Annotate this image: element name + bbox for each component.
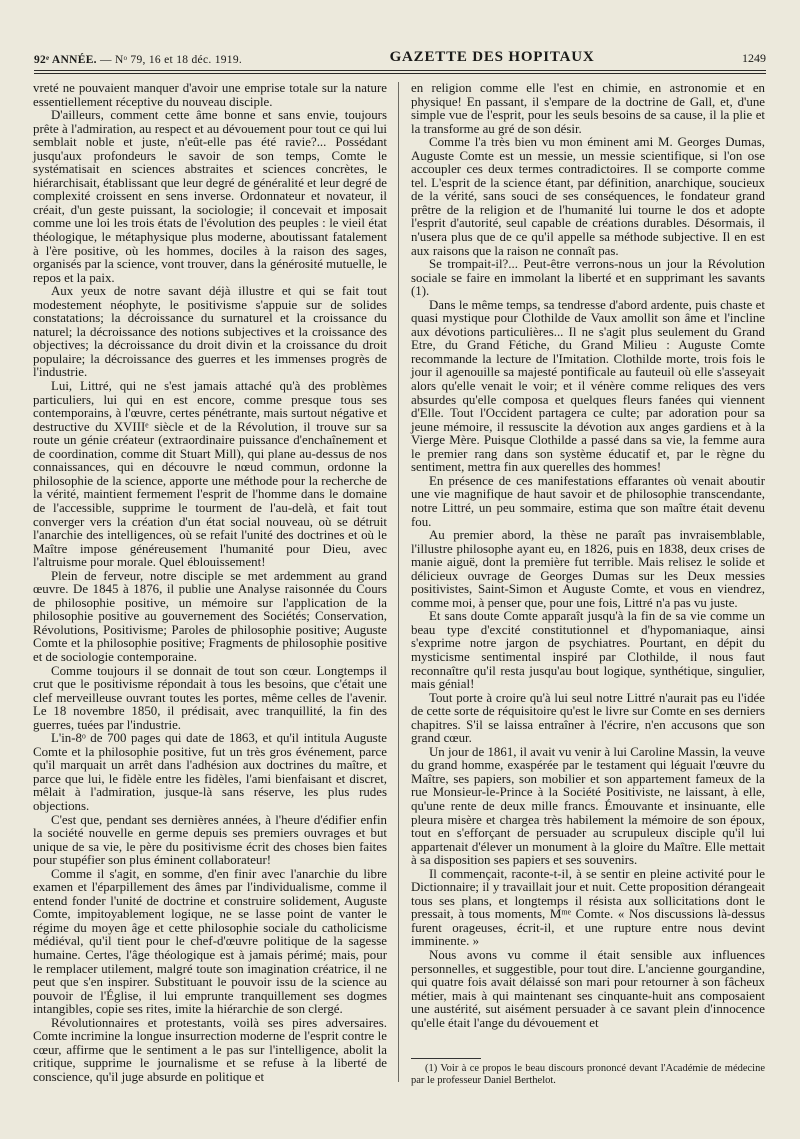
paragraph: Nous avons vu comme il était sensible aux influences personnelles, et suggestible, pour tout dire. L'ancienne gourgandine, qui quatre fois avait délaissé son mari pour retourner à son fâcheux métier, mais à qui maintenant ses cinquante-huit ans composaient une austérité, sut aisément persuader à ce savant plein d'innocence qu'elle était l'ange du dévouement et [411, 948, 765, 1030]
paragraph: L'in-8ᵒ de 700 pages qui date de 1863, et qu'il intitula Auguste Comte et la philosophie positive, fut un très gros événement, parce qu'il marquait un arrêt dans l'adhésion aux doctrines du maître, et parce que lui, le fidèle entre les fidèles, l'ami bienfaisant et discret, mêlait à l'admiration, jusque-là sans réserve, les plus rudes objections. [33, 731, 387, 813]
paragraph: D'ailleurs, comment cette âme bonne et sans envie, toujours prête à l'admiration, au respect et au dévouement pour tout ce qui lui semblait noble et juste, n'eût-elle pas été ravie?... Possédant jusqu'aux profondeurs le savoir de son temps, Comte le systématisait en sciences abstraites et sciences concrètes, le hiérarchisait, établissant que leur degré de généralité et leur degré de complexité croissent en sens inverse. Ordonnateur et novateur, il créait, d'un geste puissant, la sociologie; il concevait et imposait comme une loi les trois états de l'évolution des peuples : le vieil état théologique, le métaphysique plus moderne, aboutissant fatalement à l'ère positive, où les hommes, dociles à la raison des sages, organisés par la science, vont trouver, dans la générosité mutuelle, le repos et la paix. [33, 108, 387, 285]
paragraph: Plein de ferveur, notre disciple se met ardemment au grand œuvre. De 1845 à 1876, il publie une Analyse raisonnée du Cours de philosophie positive, un mémoire sur l'application de la philosophie positive au gouvernement des Sociétés; Conservation, Révolutions, Positivisme; Paroles de philosophie positive; Auguste Comte et la philosophie positive; Fragments de philosophie positive et de sociologie contemporaine. [33, 568, 387, 664]
issue-number: — Nᵒ 79, 16 et 18 déc. 1919. [100, 54, 243, 66]
paragraph: C'est que, pendant ses dernières années, à l'heure d'édifier enfin la société nouvelle en germe depuis ses premiers ouvrages et but unique de sa vie, le père du positivisme écrit des choses bien faites pour stupéfier son plus éminent collaborateur! [33, 812, 387, 868]
paragraph: vreté ne pouvaient manquer d'avoir une emprise totale sur la nature essentiellement réceptive du nouveau disciple. [33, 81, 387, 109]
paragraph: Il commençait, raconte-t-il, à se sentir en pleine activité pour le Dictionnaire; il y travaillait jour et nuit. Cette proposition dérangeait tous ses plans, et longtemps il résista aux sollicitations dont le pressait, à tous moments, Mᵐᵉ Comte. « Nos discussions là-dessus furent orageuses, écrit-il, et une rupture entre nous devint imminente. » [411, 866, 765, 949]
paragraph: Au premier abord, la thèse ne paraît pas invraisemblable, l'illustre philosophe ayant eu, en 1826, puis en 1838, deux crises de manie aiguë, dont la première fut terrible. Mais relisez le solide et délicieux ouvrage de Georges Dumas sur les Deux messies positivistes, Saint-Simon et Auguste Comte, et vous en viendrez, comme moi, à penser que, pour une fois, Littré n'a pas vu juste. [411, 528, 765, 610]
header-rule-double [34, 73, 766, 74]
paragraph: Tout porte à croire qu'à lui seul notre Littré n'aurait pas eu l'idée de cette sorte de réquisitoire qu'est le livre sur Comte en ses derniers chapitres. S'il se laissa entraîner à l'écrire, n'en accusons que son grand cœur. [411, 690, 765, 746]
right-column [411, 82, 765, 1030]
journal-title: GAZETTE DES HOPITAUX [389, 49, 595, 65]
paragraph: En présence de ces manifestations effarantes où venait aboutir une vie magnifique de haut savoir et de philosophie transcendante, notre Littré, un peu sommaire, estima que son maître était devenu fou. [411, 473, 765, 529]
footnote [411, 1063, 765, 1087]
paragraph: Comme il s'agit, en somme, d'en finir avec l'anarchie du libre examen et l'éparpillement des âmes par l'individualisme, comme il entend fonder l'unité de doctrine et construire solidement, Auguste Comte, impitoyablement logique, ne se lasse point de vanter le régime du moyen âge et cette philosophie sociale du catholicisme médiéval, qu'il tient pour le chef-d'œuvre politique de la sagesse humaine. Certes, l'âge théologique est à jamais périmé; mais, pour le remplacer utilement, malgré toute son imagination créatrice, il ne peut que s'en inspirer. Substituant le pouvoir issu de la science au pouvoir de l'Église, il lui emprunte tranquillement ses dogmes intangibles, copie ses rites, imite la hiérarchie de son clergé. [33, 866, 387, 1017]
paragraph: Lui, Littré, qui ne s'est jamais attaché qu'à des problèmes particuliers, lui qui en est encore, comme presque tous ses contemporains, à l'œuvre, certes pénétrante, mais surtout négative et destructive du XVIIIᵉ siècle et de la Révolution, il trouve sur sa route un génie créateur (extraordinaire puissance d'enchaînement et de coordination, comme dit Stuart Mill), qui plane au-dessus de nos connaissances, qui en découvre le nœud commun, ordonne la philosophie de la science, apporte une méthode pour la recherche de la vérité, maintient fermement l'esprit de l'homme dans le domaine de l'accessible, supprime le tourment de l'au-delà, et fait tout converger vers la création d'un état social nouveau, où se détruit l'anarchie des intelligences, où se refait l'unité des doctrines et où le Maître impose généreusement l'humanité pour Dieu, avec l'altruisme pour morale. Quel éblouissement! [33, 379, 387, 570]
paragraph: en religion comme elle l'est en chimie, en astronomie et en physique! En passant, il s'empare de la doctrine de Gall, et, d'une simple vue de l'esprit, pour les seuls besoins de sa cause, il la plie et la transforme au gré de son désir. [411, 81, 765, 136]
issue-line [34, 54, 242, 66]
paragraph: Comme l'a très bien vu mon éminent ami M. Georges Dumas, Auguste Comte est un messie, un messie scientifique, si l'on ose accoupler ces deux termes contradictoires. Il se comporte comme tel. L'esprit de la science étant, par définition, anarchique, soucieux de la vérité, sans souci de ses conséquences, le fondateur grand prêtre de la religion et de l'humanité lui tourne le dos et adopte l'esprit d'autorité, seul capable de créations durables. Désormais, il n'usera plus que de ce qu'il appelle sa méthode subjective. Il en est aux raisons que la raison ne connaît pas. [411, 135, 765, 258]
page-number: 1249 [741, 51, 766, 65]
paragraph: Un jour de 1861, il avait vu venir à lui Caroline Massin, la veuve du grand homme, exaspérée par le testament qui léguait l'œuvre du Maître, ses papiers, son mobilier et son appartement fameux de la rue Monsieur-le-Prince à la Société Positiviste, ne laissant, à elle, qu'une rente de deux mille francs. Émouvante et insinuante, elle pleura misère et chargea très habilement la mémoire de son époux, tout en s'efforçant de persuader au scrupuleux disciple qu'il lui appartenait d'élever un monument à la gloire du Maître. Elle mettait à sa disposition ses papiers et ses souvenirs. [411, 744, 765, 868]
column-divider [398, 82, 399, 1082]
paragraph: Dans le même temps, sa tendresse d'abord ardente, puis chaste et quasi mystique pour Clothilde de Vaux amollit son âme et l'incline aux dévotions particulières... Il ne s'agit plus seulement du Grand Etre, du Grand Fétiche, du Grand Milieu : Auguste Comte recommande la lecture de l'Imitation. Clothilde morte, trois fois le jour il agenouille sa majesté pontificale au fauteuil où elle s'asseyait alors qu'elle venait le voir; et il vénère comme reliques des vers absurdes qu'elle composa et quelques fleurs fanées qui viennent d'Elle. Tout l'Occident partagera ce culte; par adoration pour sa jeune mémoire, il ressuscite la dévotion aux anges gardiens et à la Vierge Mère. Puisque Clothilde a passé dans sa vie, la femme aura le premier rang dans son système éducatif et, par le règne du sentiment, mettra fin aux querelles des hommes! [411, 297, 765, 475]
issue-year: 92ᵉ ANNÉE. [34, 54, 97, 66]
paragraph: Comme toujours il se donnait de tout son cœur. Longtemps il crut que le positivisme répondait à tous les besoins, que c'était une clef merveilleuse ouvrant toutes les portes, même celles de l'avenir. Le 18 novembre 1850, il prédisait, avec tranquillité, la fin des guerres, tuées par l'industrie. [33, 663, 387, 732]
paragraph: Et sans doute Comte apparaît jusqu'à la fin de sa vie comme un beau type d'excité constitutionnel et d'hypomaniaque, ainsi s'exprime notre jargon de psychiatres. Pourtant, en dépit du mysticisme sentimental inspiré par Clothilde, il nous faut reconnaître qu'il resta jusqu'au bout logique, synthétique, singulier, mais génial! [411, 609, 765, 692]
paragraph: Se trompait-il?... Peut-être verrons-nous un jour la Révolution sociale se faire en immolant la liberté et en supprimant les savants (1). [411, 257, 765, 299]
left-column [33, 82, 387, 1084]
paragraph: Aux yeux de notre savant déjà illustre et qui se fait tout modestement néophyte, le positivisme s'appuie sur de solides constatations; la décroissance du surnaturel et la croissance du naturel; la décroissance des notions subjectives et la croissance des objectives; la décroissance du droit divin et la croissance du droit populaire; la décroissance des guerres et les immenses progrès de l'industrie. [33, 284, 387, 380]
footnote-rule [411, 1058, 481, 1059]
footnote-text: (1) Voir à ce propos le beau discours prononcé devant l'Académie de médecine par le professeur Daniel Berthelot. [411, 1063, 765, 1086]
running-header [34, 40, 766, 66]
paragraph: Révolutionnaires et protestants, voilà ses pires adversaires. Comte incrimine la longue insurrection moderne de l'esprit contre le cœur, affirme que le sentiment a le pas sur l'intelligence, abolit la critique, supprime le journalisme et se refuse à la liberté de conscience, qu'il juge absurde en politique et [33, 1015, 387, 1084]
header-rule [34, 70, 766, 71]
